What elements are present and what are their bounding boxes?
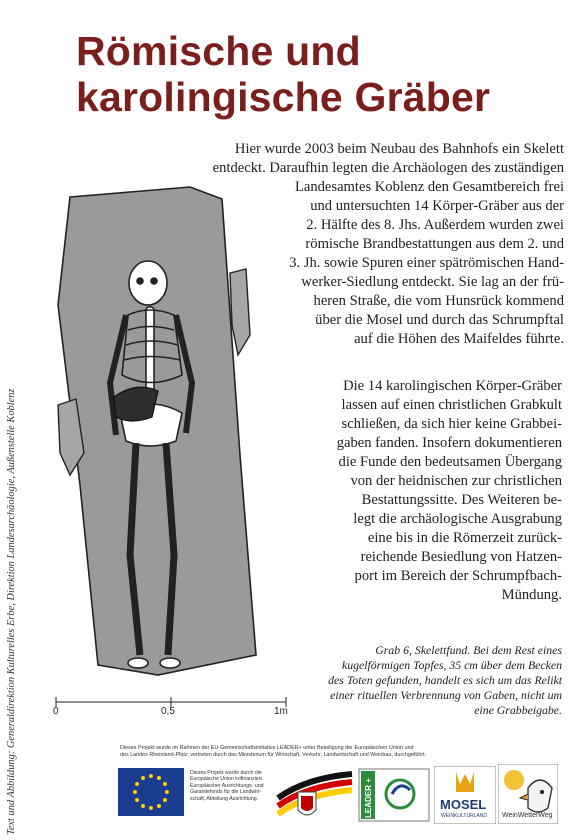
weinwetterweg-label: WeinWetterWeg [502, 812, 553, 819]
eu-flag-icon [118, 768, 184, 816]
eu-text-line: Europäischer Ausrichtungs- und [190, 782, 264, 789]
text-line: werker-Siedlung entdeckt. Sie lag an der frü- [301, 274, 564, 290]
funding-notice [120, 745, 570, 758]
funding-line: Dieses Projekt wurde im Rahmen der EU-Gemeinschaftsinitiative LEADER+ unter Beteiligung der Europäischen Union und [120, 745, 414, 751]
text-line: gaben fanden. Insofern dokumentieren [336, 435, 562, 451]
scale-label-zero: 0 [53, 706, 59, 717]
text-line: eine bis in die Römerzeit zurück- [367, 530, 562, 546]
eu-text-line: Dieses Projekt wurde durch die [190, 770, 262, 776]
text-line: reichende Besiedlung von Hatzen- [360, 549, 562, 565]
text-line: lassen auf einen christlichen Grabkult [341, 397, 562, 413]
text-line: Mündung. [501, 587, 562, 603]
title-line-1: Römische und [76, 28, 361, 74]
text-line: 2. Hälfte des 8. Jhs. Außerdem wurden zwei [306, 217, 564, 233]
funding-line: des Landes Rheinland-Pfalz, vertreten durch das Ministerium für Wirtschaft, Verkehr, Landwirtschaft und Weinbau, durchgeführt. [120, 751, 427, 758]
image-credit: Text und Abbildung: Generaldirektion Kulturelles Erbe, Direktion Landesarchäologie, Außenstelle Koblenz [6, 388, 17, 835]
title-line-2: karolingische Gräber [76, 74, 491, 120]
text-line: Landesamtes Koblenz den Gesamtbereich frei [294, 179, 564, 195]
text-line: heren Straße, die vom Hunsrück kommend [313, 293, 564, 309]
eu-text-line: Europäische Union kofinanziert. [190, 776, 264, 783]
text-line: legt die archäologische Ausgrabung [353, 511, 562, 527]
text-line: über die Mosel und durch das Schrumpftal [315, 312, 564, 328]
eu-text-line: Garantiefonds für die Landwirt- [190, 789, 262, 796]
text-line: und untersuchten 14 Körper-Gräber aus der [310, 198, 564, 214]
leader-label [364, 808, 373, 818]
text-line: von der heidnischen zur christlichen [350, 473, 562, 489]
page-title [76, 28, 490, 120]
eu-funding-text [190, 770, 280, 802]
scale-label-half: 0,5 [161, 706, 175, 717]
pot-fragment [114, 387, 158, 421]
text-line: römische Brandbestattungen aus dem 2. und [305, 236, 564, 252]
text-line: auf die Höhen des Maifeldes führte. [354, 331, 564, 347]
caption-line: des Toten gefunden, handelt es sich um das Relikt [328, 673, 562, 687]
mosel-sub-label: WEINKULTURLAND [441, 813, 488, 819]
text-line: 3. Jh. sowie Spuren einer spätrömischen Hand- [289, 255, 564, 271]
mosel-label: MOSEL [440, 797, 487, 812]
text-line: entdeckt. Daraufhin legten die Archäologen des zuständigen [212, 160, 564, 176]
text-line: Hier wurde 2003 beim Neubau des Bahnhofs ein Skelett [234, 141, 564, 157]
germany-rlp-logo [276, 768, 354, 824]
eu-text-line: schaft, Abteilung Ausrichtung. [190, 795, 259, 802]
scale-label-one-meter: 1m [274, 706, 288, 717]
paragraph-graves [250, 377, 562, 605]
text-line: Die 14 karolingischen Körper-Gräber [343, 378, 562, 394]
text-line: port im Bereich der Schrumpfbach- [354, 568, 562, 584]
caption-line: Grab 6, Skelettfund. Bei dem Rest eines [375, 643, 562, 657]
text-line: Bestattungssitte. Des Weiteren be- [361, 492, 562, 508]
text-line: die Funde den bedeutsamen Übergang [338, 454, 562, 470]
paragraph-history [160, 140, 564, 349]
text-line: schließen, da sich hier keine Grabbei- [341, 416, 562, 432]
caption-line: kugelförmigen Topfes, 35 cm über dem Becken [341, 658, 562, 672]
caption-line: eine Grabbeigabe. [474, 703, 562, 717]
caption-line: einer rituellen Verbrennung von Gaben, nicht um [330, 688, 562, 702]
